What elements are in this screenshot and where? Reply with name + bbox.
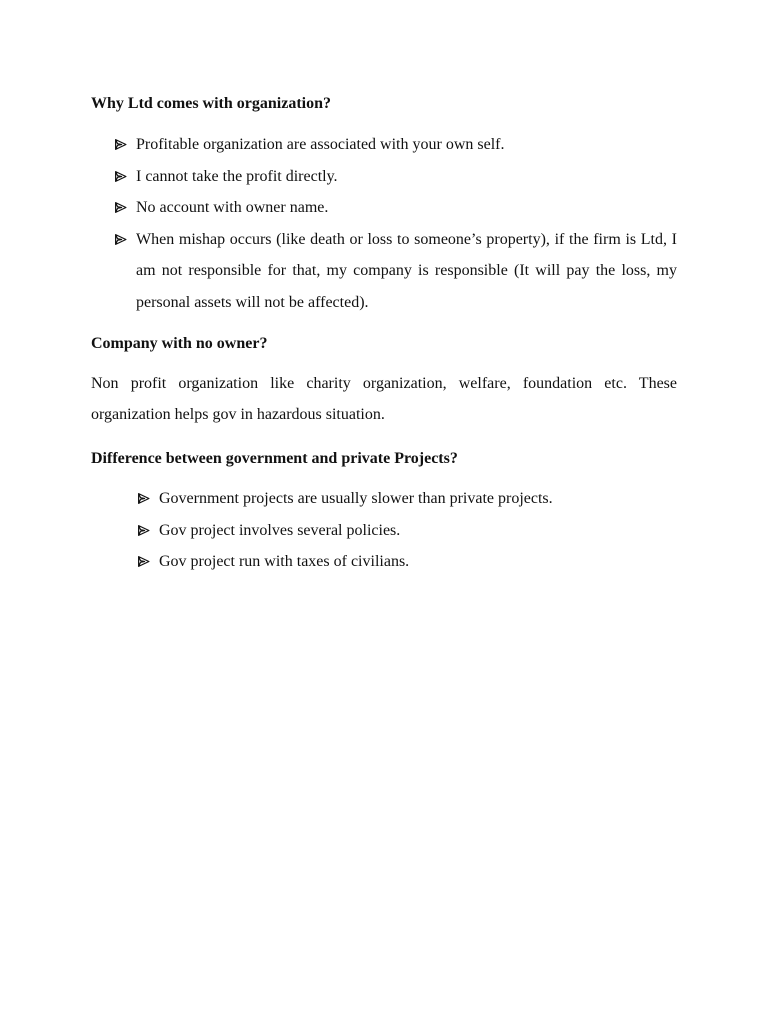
- list-item: [114, 129, 677, 161]
- bullet-text: Gov project involves several policies.: [159, 521, 401, 539]
- airplane-icon: [137, 546, 151, 578]
- bullet-text: When mishap occurs (like death or loss to someone’s property), if the firm is Ltd, I am not responsible for that, my company is responsible (It will pay the loss, my personal assets will not be affected).: [136, 230, 677, 311]
- list-item: [114, 192, 677, 224]
- section-heading-ltd: Why Ltd comes with organization?: [91, 95, 331, 112]
- list-item: [137, 546, 677, 578]
- section-heading-no-owner: Company with no owner?: [91, 335, 268, 352]
- paragraph-no-owner: Non profit organization like charity organization, welfare, foundation etc. These organization helps gov in hazardous situation.: [91, 375, 677, 423]
- section-heading-gov-vs-private: Difference between government and private Projects?: [91, 450, 458, 467]
- bullet-text: No account with owner name.: [136, 199, 329, 216]
- airplane-icon: [137, 515, 151, 547]
- list-item: [114, 161, 677, 193]
- bullet-list-ltd: [114, 129, 677, 318]
- airplane-icon: [137, 483, 151, 515]
- airplane-icon: [114, 161, 128, 193]
- airplane-icon: [114, 224, 128, 256]
- bullet-text: Government projects are usually slower than private projects.: [159, 490, 553, 507]
- list-item: [137, 515, 677, 547]
- airplane-icon: [114, 192, 128, 224]
- list-item: [137, 483, 677, 515]
- airplane-icon: [114, 129, 128, 161]
- list-item: [114, 224, 677, 319]
- bullet-text: I cannot take the profit directly.: [136, 167, 338, 185]
- bullet-list-gov: [137, 483, 677, 578]
- bullet-text: Gov project run with taxes of civilians.: [159, 553, 410, 570]
- bullet-text: Profitable organization are associated with your own self.: [136, 136, 505, 153]
